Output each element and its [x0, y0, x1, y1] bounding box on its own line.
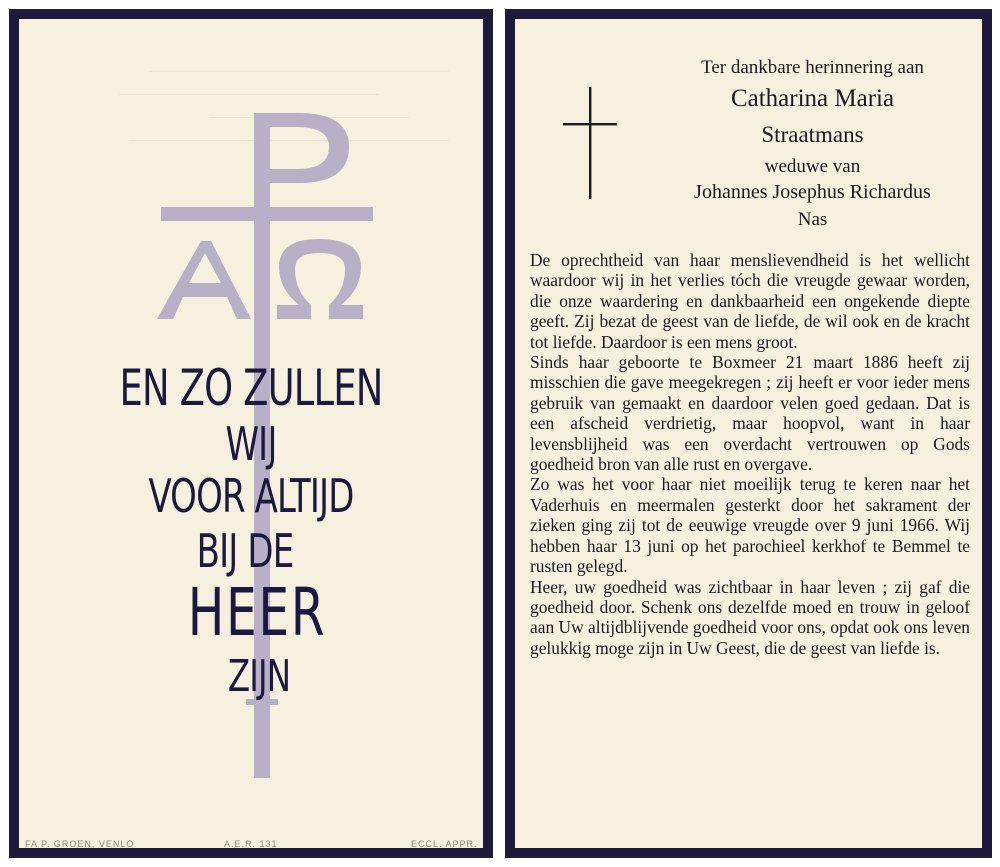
deceased-surname: Straatmans	[761, 122, 864, 147]
paragraph: Heer, uw goedheid was zichtbaar in haar leven ; zij gaf die goedheid door. Schenk ons dezelfde moed en trouw in geloof aan Uw altijdblijvende goedheid voor ons, opdat ook ons leven gelukkig moge zijn in Uw Geest, die de geest van liefde is.	[530, 576, 970, 658]
motto-line: EN ZO ZULLEN	[119, 359, 383, 417]
motto-line: BIJ DE	[196, 524, 294, 578]
husband-given-names: Johannes Josephus Richardus	[694, 181, 931, 203]
left-card	[9, 9, 493, 858]
motto-line: WIJ	[225, 417, 277, 471]
motto-line: VOOR ALTIJD	[148, 469, 354, 523]
paragraph: De oprechtheid van haar menslievendheid is het wellicht waardoor wij in het verlies tóch die vreugde gewaar worden, die onze waardering en dankbaarheid een ongekende diepte geeft. Zij bezat de geest van de liefde, de wil ook en de kracht tot liefde. Daardoor is een mens groot.	[530, 250, 970, 352]
widow-of-line: weduwe van	[764, 156, 861, 177]
husband-surname: Nas	[797, 209, 828, 230]
aer-number: A.E.R. 131	[224, 839, 278, 849]
intro-line: Ter dankbare herinnering aan	[701, 57, 924, 78]
motto-line: ZIJN	[227, 651, 291, 702]
printer-credit: FA P. GROEN, VENLO	[25, 839, 135, 849]
latin-cross-icon	[563, 87, 619, 199]
right-card	[505, 9, 992, 858]
ecclesiastical-approval: ECCL. APPR.	[411, 839, 478, 849]
motto-line-heer: HEER	[187, 574, 327, 651]
deceased-given-names: Catharina Maria	[730, 85, 895, 112]
paragraph: Zo was het voor haar niet moeilijk terug te keren naar het Vaderhuis en meermalen gesterkt door het sakrament der zieken ging zij tot de eeuwige vreugde over 9 juni 1966. Wij hebben haar 13 juni op het parochieel kerkhof te Bemmel te rusten gelegd.	[530, 474, 970, 577]
paragraph: Sinds haar geboorte te Boxmeer 21 maart 1886 heeft zij misschien die gave meegekregen ; zij heeft er voor ieder mens gebruik van gemaakt en daardoor velen goed gedaan. Dat is een afscheid verdrietig, maar hoopvol, want in haar levensblijheid was een overdacht vertrouwen op Gods goedheid bron van alle rust en overgave.	[530, 352, 970, 475]
memorial-text	[530, 250, 970, 658]
